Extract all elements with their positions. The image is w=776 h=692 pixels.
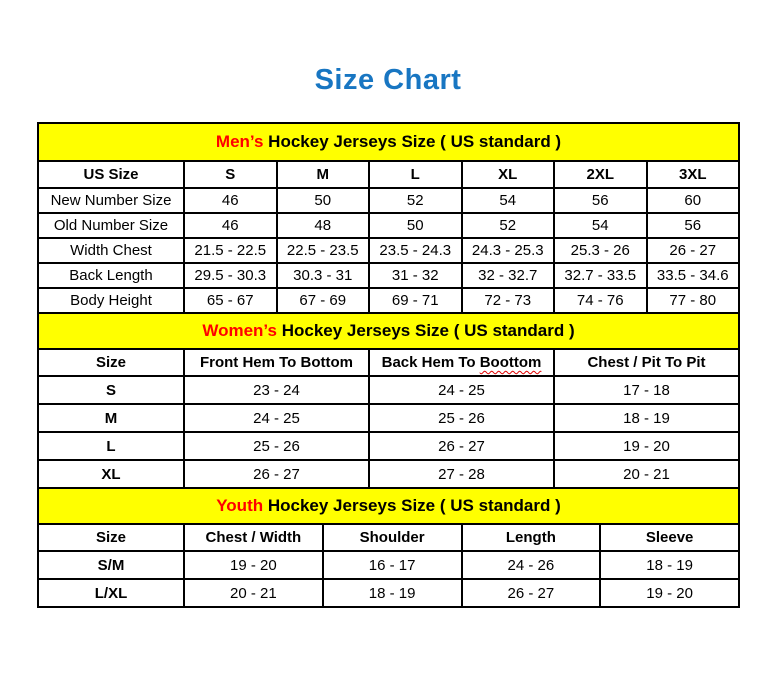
row-label: Body Height	[38, 288, 184, 313]
size-chart-tables	[37, 122, 740, 608]
mens-header-row	[38, 161, 739, 188]
cell: 21.5 - 22.5	[184, 238, 277, 263]
womens-col-back-hem-prefix: Back Hem To	[381, 354, 480, 371]
womens-section-title-accent: Women’s	[202, 321, 277, 340]
cell: 26 - 27	[184, 460, 369, 488]
page-title: Size Chart	[314, 64, 462, 96]
cell: 46	[184, 188, 277, 213]
table-row	[38, 551, 739, 579]
cell: 23 - 24	[184, 376, 369, 404]
womens-section-title-rest: Hockey Jerseys Size ( US standard )	[276, 321, 575, 340]
cell: 32 - 32.7	[462, 263, 555, 288]
cell: 20 - 21	[554, 460, 739, 488]
cell: 26 - 27	[647, 238, 740, 263]
mens-col-us-size: US Size	[38, 161, 184, 188]
cell: 24.3 - 25.3	[462, 238, 555, 263]
row-label: L	[38, 432, 184, 460]
mens-col-xl: XL	[462, 161, 555, 188]
cell: 30.3 - 31	[277, 263, 370, 288]
mens-col-m: M	[277, 161, 370, 188]
cell: 54	[462, 188, 555, 213]
cell: 69 - 71	[369, 288, 462, 313]
table-row	[38, 263, 739, 288]
cell: 19 - 20	[600, 579, 739, 607]
youth-section-title-rest: Hockey Jerseys Size ( US standard )	[263, 496, 561, 515]
table-row	[38, 238, 739, 263]
cell: 31 - 32	[369, 263, 462, 288]
youth-col-sleeve: Sleeve	[600, 524, 739, 551]
cell: 52	[462, 213, 555, 238]
womens-size-table	[37, 312, 740, 489]
table-row	[38, 288, 739, 313]
table-row	[38, 376, 739, 404]
row-label: M	[38, 404, 184, 432]
table-row	[38, 213, 739, 238]
cell: 25 - 26	[369, 404, 554, 432]
mens-col-3xl: 3XL	[647, 161, 740, 188]
womens-col-back-hem	[369, 349, 554, 376]
row-label: New Number Size	[38, 188, 184, 213]
cell: 26 - 27	[369, 432, 554, 460]
cell: 23.5 - 24.3	[369, 238, 462, 263]
cell: 18 - 19	[554, 404, 739, 432]
youth-header-row	[38, 524, 739, 551]
table-row	[38, 432, 739, 460]
cell: 22.5 - 23.5	[277, 238, 370, 263]
cell: 18 - 19	[600, 551, 739, 579]
cell: 25.3 - 26	[554, 238, 647, 263]
row-label: S/M	[38, 551, 184, 579]
cell: 26 - 27	[462, 579, 601, 607]
womens-col-front-hem: Front Hem To Bottom	[184, 349, 369, 376]
womens-col-size: Size	[38, 349, 184, 376]
mens-size-table	[37, 122, 740, 314]
cell: 19 - 20	[184, 551, 323, 579]
cell: 29.5 - 30.3	[184, 263, 277, 288]
youth-size-table	[37, 487, 740, 608]
cell: 56	[554, 188, 647, 213]
table-row	[38, 188, 739, 213]
cell: 72 - 73	[462, 288, 555, 313]
cell: 74 - 76	[554, 288, 647, 313]
cell: 54	[554, 213, 647, 238]
youth-col-chest-width: Chest / Width	[184, 524, 323, 551]
youth-col-shoulder: Shoulder	[323, 524, 462, 551]
cell: 48	[277, 213, 370, 238]
cell: 33.5 - 34.6	[647, 263, 740, 288]
youth-col-length: Length	[462, 524, 601, 551]
cell: 46	[184, 213, 277, 238]
womens-header-row	[38, 349, 739, 376]
cell: 24 - 25	[184, 404, 369, 432]
cell: 52	[369, 188, 462, 213]
cell: 24 - 26	[462, 551, 601, 579]
cell: 20 - 21	[184, 579, 323, 607]
table-row	[38, 404, 739, 432]
mens-section-title	[38, 123, 739, 161]
womens-col-back-hem-misspelled-word: Boottom	[479, 354, 542, 371]
youth-col-size: Size	[38, 524, 184, 551]
womens-col-chest: Chest / Pit To Pit	[554, 349, 739, 376]
row-label: Old Number Size	[38, 213, 184, 238]
cell: 65 - 67	[184, 288, 277, 313]
womens-section-title	[38, 313, 739, 349]
row-label: Width Chest	[38, 238, 184, 263]
row-label: L/XL	[38, 579, 184, 607]
table-row	[38, 460, 739, 488]
table-row	[38, 579, 739, 607]
cell: 56	[647, 213, 740, 238]
cell: 32.7 - 33.5	[554, 263, 647, 288]
mens-section-band	[38, 123, 739, 161]
mens-section-title-accent: Men’s	[215, 132, 264, 151]
mens-col-2xl: 2XL	[554, 161, 647, 188]
youth-section-band	[38, 488, 739, 524]
womens-section-band	[38, 313, 739, 349]
cell: 77 - 80	[647, 288, 740, 313]
cell: 50	[277, 188, 370, 213]
mens-col-l: L	[369, 161, 462, 188]
mens-col-s: S	[184, 161, 277, 188]
youth-section-title	[38, 488, 739, 524]
row-label: S	[38, 376, 184, 404]
row-label: Back Length	[38, 263, 184, 288]
cell: 67 - 69	[277, 288, 370, 313]
cell: 24 - 25	[369, 376, 554, 404]
cell: 17 - 18	[554, 376, 739, 404]
cell: 50	[369, 213, 462, 238]
mens-section-title-rest: Hockey Jerseys Size ( US standard )	[263, 132, 562, 151]
cell: 19 - 20	[554, 432, 739, 460]
youth-section-title-accent: Youth	[216, 496, 264, 515]
cell: 60	[647, 188, 740, 213]
row-label: XL	[38, 460, 184, 488]
cell: 18 - 19	[323, 579, 462, 607]
cell: 16 - 17	[323, 551, 462, 579]
cell: 27 - 28	[369, 460, 554, 488]
cell: 25 - 26	[184, 432, 369, 460]
